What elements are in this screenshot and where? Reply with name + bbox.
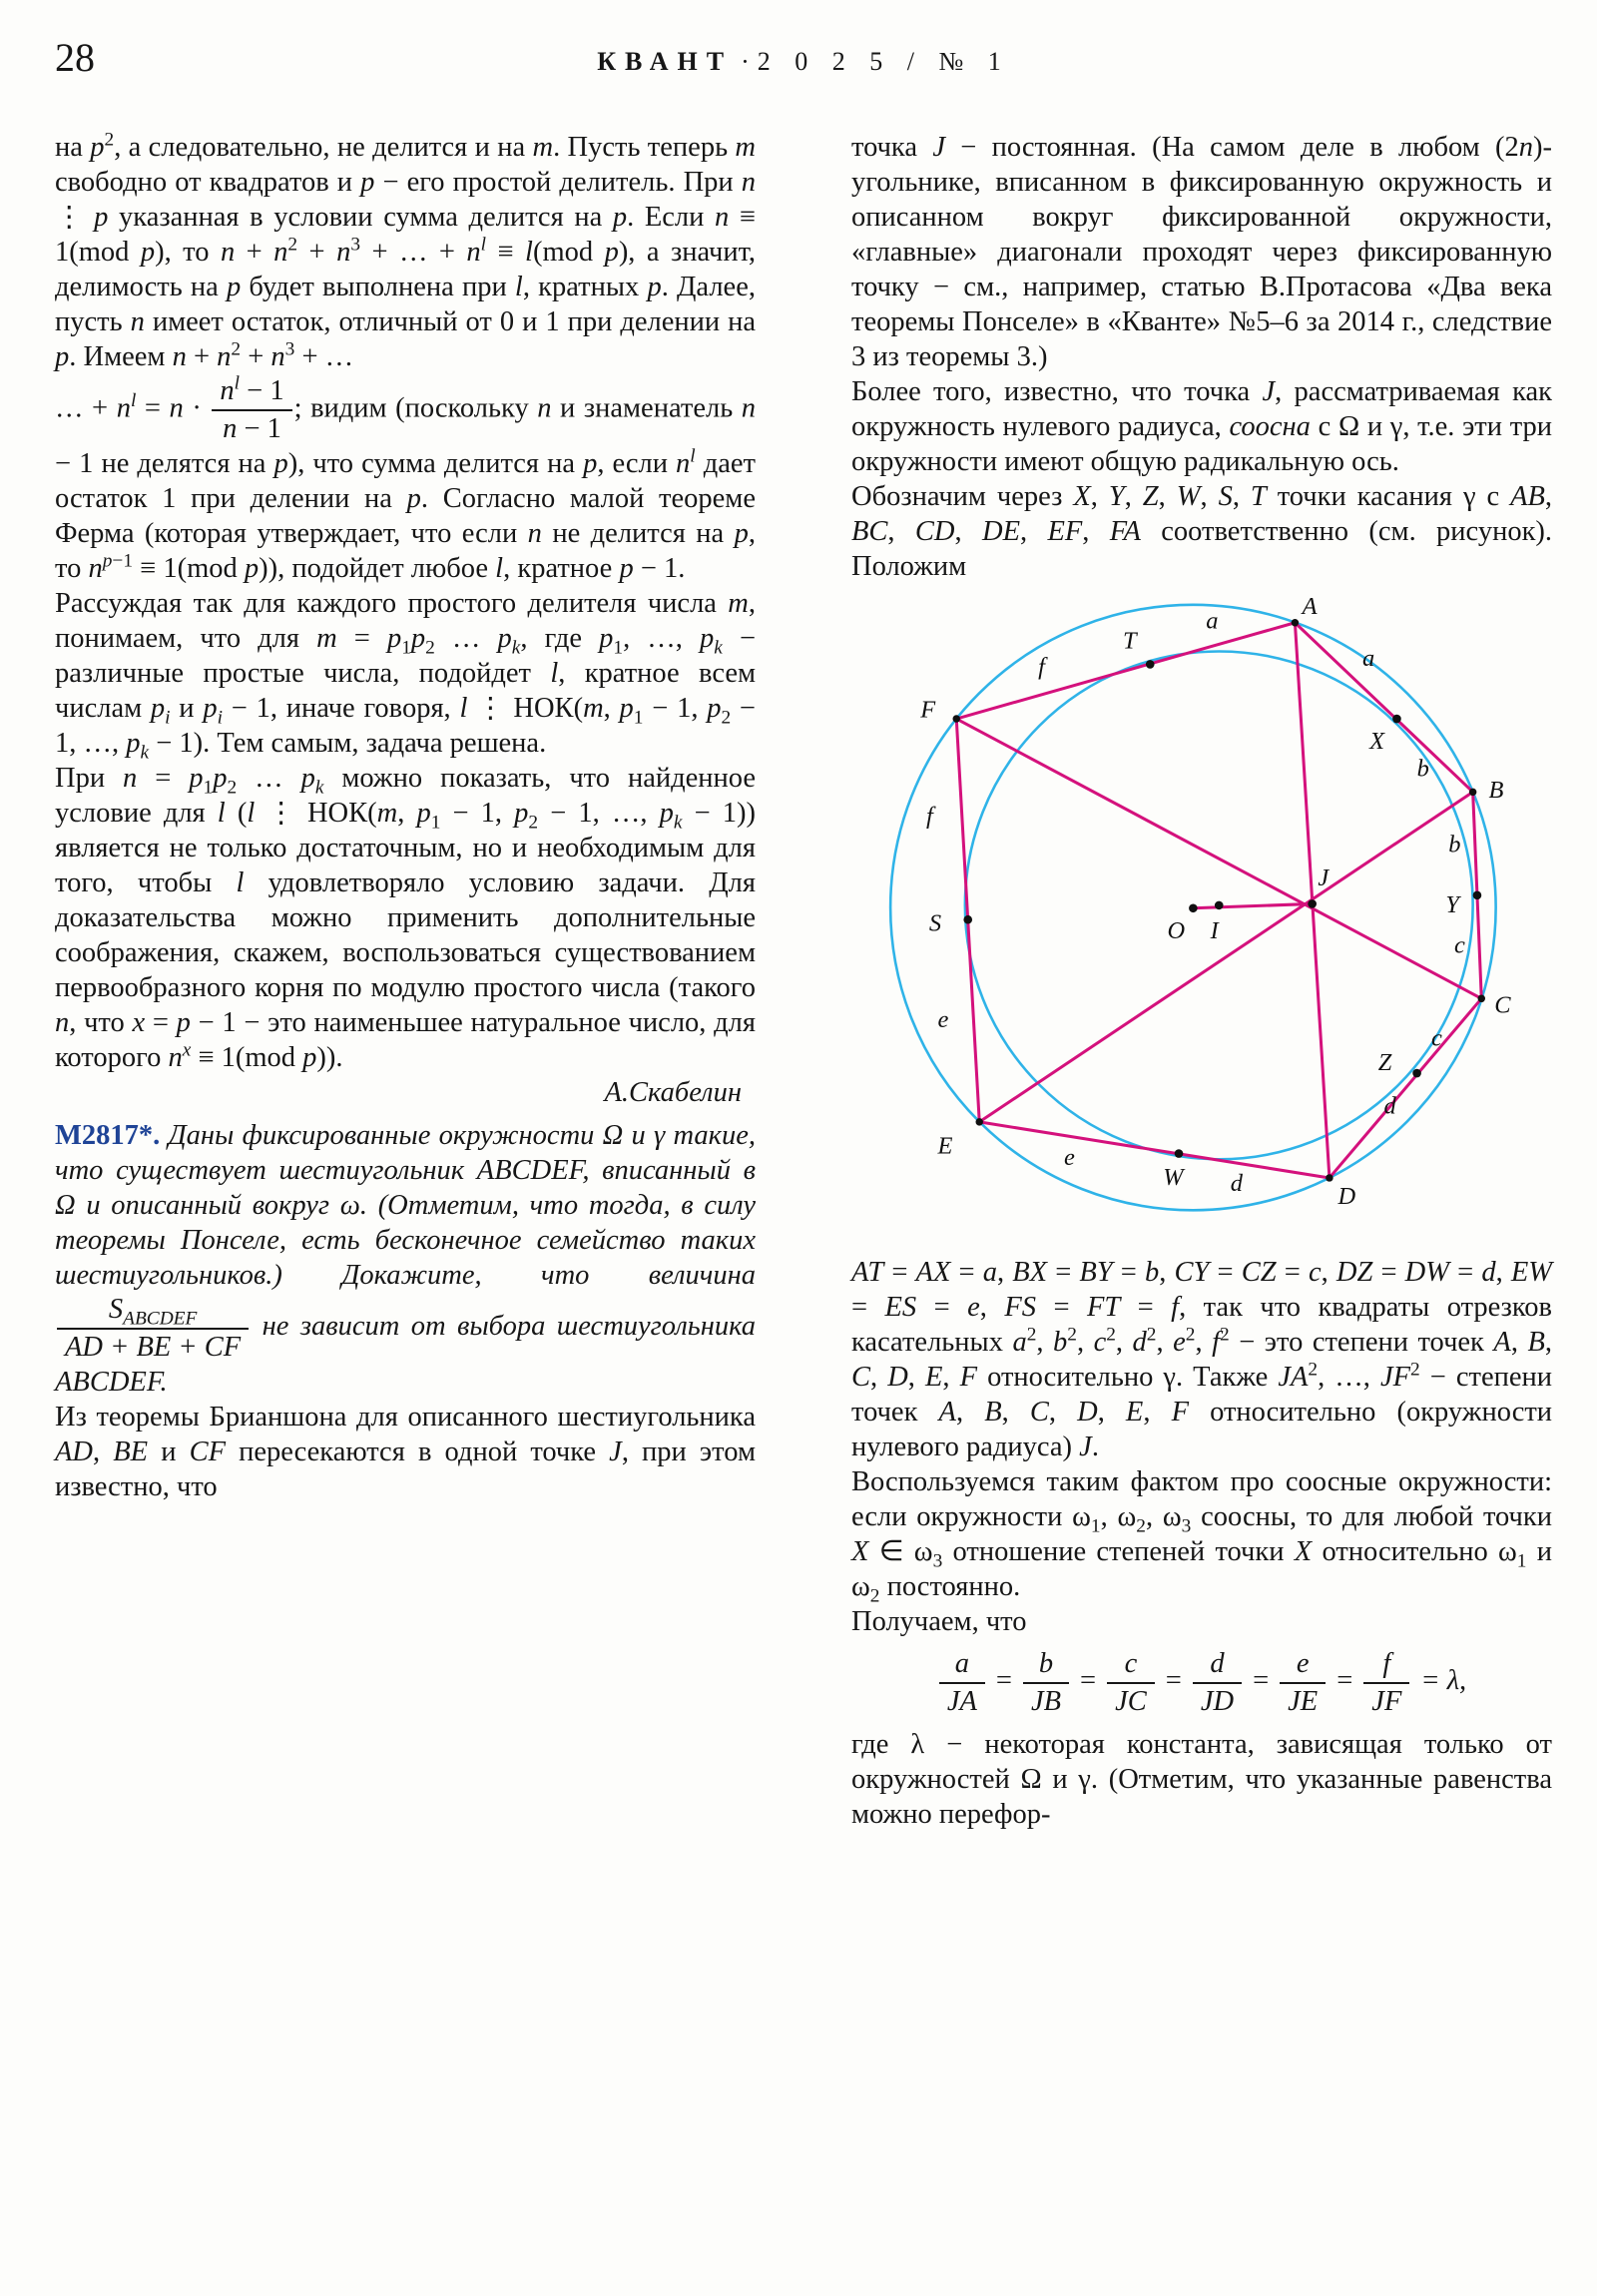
paragraph: Обозначим через X, Y, Z, W, S, T точки касания γ с AB, BC, CD, DE, EF, FA соответственно (см. рисунок). Положим bbox=[851, 481, 1553, 582]
journal-issue: 2 0 2 5 / № 1 bbox=[757, 47, 1010, 76]
label-I: I bbox=[1210, 916, 1219, 944]
fraction-d-jd: $\frac{d}{JD}$ bbox=[1191, 1647, 1244, 1719]
journal-title: КВАНТ bbox=[597, 47, 734, 76]
label-O: O bbox=[1167, 916, 1186, 944]
label-Z: Z bbox=[1377, 1049, 1392, 1077]
tangent-t-dot bbox=[1146, 660, 1155, 669]
label-Y: Y bbox=[1445, 891, 1459, 919]
label-E: E bbox=[937, 1132, 953, 1160]
paragraph: на $p^2$, а следовательно, не делится и на m. Пусть теперь m свободно от квадратов и p − его простой делитель. При n ⋮ p указанная в условии сумма делится на p. Если n ≡ 1(mod p), то $n + n^2 + n^3$ + … + $n^l \equiv l(mod$ p), а значит, делимость на p будет выполнена при l, кратных p. Далее, пусть n имеет остаток, отличный от 0 и 1 при делении на p. Имеем $n + n^2 + n^3$ + … bbox=[55, 129, 757, 372]
page-number: 28 bbox=[55, 35, 95, 80]
label-X: X bbox=[1369, 728, 1385, 756]
right-column bbox=[851, 130, 1552, 1832]
tangent-z-dot bbox=[1412, 1069, 1421, 1078]
label-b-2: b bbox=[1448, 831, 1461, 859]
hexagon-figure bbox=[851, 594, 1552, 1243]
label-e-1: e bbox=[1064, 1144, 1075, 1172]
point-j-dot bbox=[1308, 899, 1317, 908]
problem-m2817 bbox=[55, 1118, 756, 1400]
fraction-a-ja: $\frac{a}{JA}$ bbox=[937, 1647, 987, 1719]
fraction-c-jc: $\frac{c}{JC}$ bbox=[1105, 1647, 1157, 1719]
fraction-f-jf: $\frac{f}{JF}$ bbox=[1361, 1647, 1411, 1719]
paragraph: При $n = p_1p_2$ … $p_k$ можно показать, что найденное условие для l (l ⋮ НОК(m, $p_1 - 1$, $p_2 - 1$, …, $p_k - 1$)) является не только достаточным, но и необходимым для того, чтобы l удовлетворяло условию задачи. Для доказательства можно применить дополнительные соображения, скажем, воспользоваться существованием первообразного корня по модулю простого числа (такого n, что x = p − 1 − это наименьшее натуральное число, для которого $n^x \equiv 1(mod$ p)). bbox=[55, 762, 757, 1073]
paragraph: Воспользуемся таким фактом про соосные окружности: если окружности $\omega_1$, $\omega_2$, $\omega_3$ соосны, то для любой точки X ∈ $\omega_3$ отношение степеней точки X относительно $\omega_1$ и $\omega_2$ постоянно. bbox=[851, 1466, 1552, 1607]
paragraph: Рассуждая так для каждого простого делителя числа m, понимаем, что для $m = p_1p_2$ … $p_k$, где $p_1$, …, $p_k$ − различные простые числа, подойдет l, кратное всем числам $p_i$ и $p_i - 1$, иначе говоря, l ⋮ НОК(m, $p_1 - 1$, $p_2 - 1$, …, $p_k - 1$). Тем самым, задача решена. bbox=[55, 587, 757, 764]
tangent-x-dot bbox=[1392, 715, 1401, 724]
page-header bbox=[55, 28, 1552, 100]
label-a-1: a bbox=[1206, 607, 1219, 635]
label-f-2: f bbox=[1038, 653, 1045, 681]
solution-signature: А.Скабелин bbox=[604, 1076, 742, 1108]
label-T: T bbox=[1122, 627, 1137, 655]
label-f-1: f bbox=[926, 802, 933, 830]
lambda-result: = λ, bbox=[1420, 1665, 1467, 1697]
vertex-c-dot bbox=[1478, 995, 1485, 1002]
paragraph: Получаем, что bbox=[851, 1606, 1027, 1637]
vertex-b-dot bbox=[1469, 789, 1476, 796]
diagonal-be bbox=[979, 792, 1472, 1122]
point-i-dot bbox=[1215, 901, 1224, 910]
label-W: W bbox=[1163, 1164, 1184, 1192]
label-S: S bbox=[928, 909, 942, 937]
paragraph: где λ − некоторая константа, зависящая только от окружностей Ω и γ. (Отметим, что указанные равенства можно перефор- bbox=[851, 1728, 1552, 1830]
paragraph: точка J − постоянная. (На самом деле в любом (2n)-угольнике, вписанном в фиксированную окружность и описанном вокруг фиксированной окружности, «главные» диагонали проходят через фиксированную точку − см., например, статью В.Протасова «Два века теоремы Понселе» в «Кванте» №5–6 за 2014 г., следствие 3 из теоремы 3.) bbox=[851, 132, 1553, 372]
vertex-a-dot bbox=[1292, 619, 1299, 626]
problem-statement: Даны фиксированные окружности Ω и γ такие, что существует шестиугольник ABCDEF, вписанный в Ω и описанный вокруг ω. (Отметим, что тогда, в силу теоремы Понселе, есть бесконечное семейство таких шестиугольников.) Докажите, что величина $\frac{S_{ABCDEF}}{AD + BE + CF}$ не зависит от выбора шестиугольника ABCDEF. bbox=[55, 1119, 757, 1398]
label-e-2: e bbox=[937, 1006, 949, 1034]
vertex-f-dot bbox=[952, 715, 959, 722]
two-column-body bbox=[55, 130, 1552, 1832]
title-separator: · bbox=[741, 47, 750, 76]
lambda-equation: $\frac{a}{JA}$ = $\frac{b}{JB}$ = $\frac{c}{JC}$ = $\frac{d}{JD}$ = $\frac{e}{JE}$ = $\frac{f}{JF}$ = λ, bbox=[851, 1647, 1552, 1719]
problem-number: М2817*. bbox=[55, 1119, 161, 1151]
paragraph: Из теоремы Брианшона для описанного шестиугольника AD, BE и CF пересекаются в одной точке J, при этом известно, что bbox=[55, 1401, 756, 1502]
fraction-e-je: $\frac{e}{JE}$ bbox=[1278, 1647, 1328, 1719]
label-a-2: a bbox=[1361, 644, 1375, 672]
vertex-d-dot bbox=[1326, 1174, 1332, 1181]
paragraph: Более того, известно, что точка J, рассматриваемая как окружность нулевого радиуса, соосна с Ω и γ, т.е. эти три окружности имеют общую радикальную ось. bbox=[851, 376, 1552, 477]
label-A: A bbox=[1302, 594, 1318, 621]
tangent-w-dot bbox=[1175, 1149, 1184, 1158]
segment-oj bbox=[1193, 903, 1312, 907]
label-d-2: d bbox=[1230, 1169, 1243, 1197]
label-c-2: c bbox=[1430, 1024, 1442, 1052]
diagonal-cf bbox=[956, 719, 1481, 998]
tangent-y-dot bbox=[1473, 891, 1482, 900]
label-F: F bbox=[920, 696, 936, 724]
paragraph-with-fraction: … + $n^l = n$ · $\frac{n^l - 1}{n - 1}$ ; видим (поскольку n и знаменатель n − 1 не делятся на p), что сумма делится на p, если $n^l$ дает остаток 1 при делении на p. Согласно малой теореме Ферма (которая утверждает, что если n не делится на p, то $n^{p-1} \equiv 1(mod$ p)), подойдет любое l, кратное p − 1. bbox=[55, 372, 757, 584]
hexagon-abcdef bbox=[956, 623, 1481, 1178]
label-J: J bbox=[1318, 863, 1330, 891]
tangent-s-dot bbox=[963, 915, 972, 924]
label-D: D bbox=[1337, 1182, 1356, 1210]
label-B: B bbox=[1488, 777, 1504, 805]
center-o-dot bbox=[1189, 903, 1198, 912]
label-C: C bbox=[1494, 991, 1511, 1019]
label-d-1: d bbox=[1383, 1092, 1396, 1120]
label-b-1: b bbox=[1416, 755, 1429, 783]
label-c-1: c bbox=[1453, 931, 1465, 959]
fraction-b-jb: $\frac{b}{JB}$ bbox=[1021, 1647, 1071, 1719]
geometry-diagram bbox=[857, 594, 1546, 1234]
paragraph: AT = AX = a, BX = BY = b, CY = CZ = c, DZ = DW = d, EW = ES = e, FS = FT = f, так что квадраты отрезков касательных $a^2$, $b^2$, $c^2$, $d^2$, $e^2$, $f^2$ − это степени точек A, B, C, D, E, F относительно γ. Также $JA^2$, …, $JF^2$ − степени точек A, B, C, D, E, F относительно (окружности нулевого радиуса) J. bbox=[851, 1257, 1553, 1462]
left-column bbox=[55, 130, 756, 1832]
running-title bbox=[55, 44, 1552, 79]
vertex-e-dot bbox=[975, 1118, 982, 1125]
